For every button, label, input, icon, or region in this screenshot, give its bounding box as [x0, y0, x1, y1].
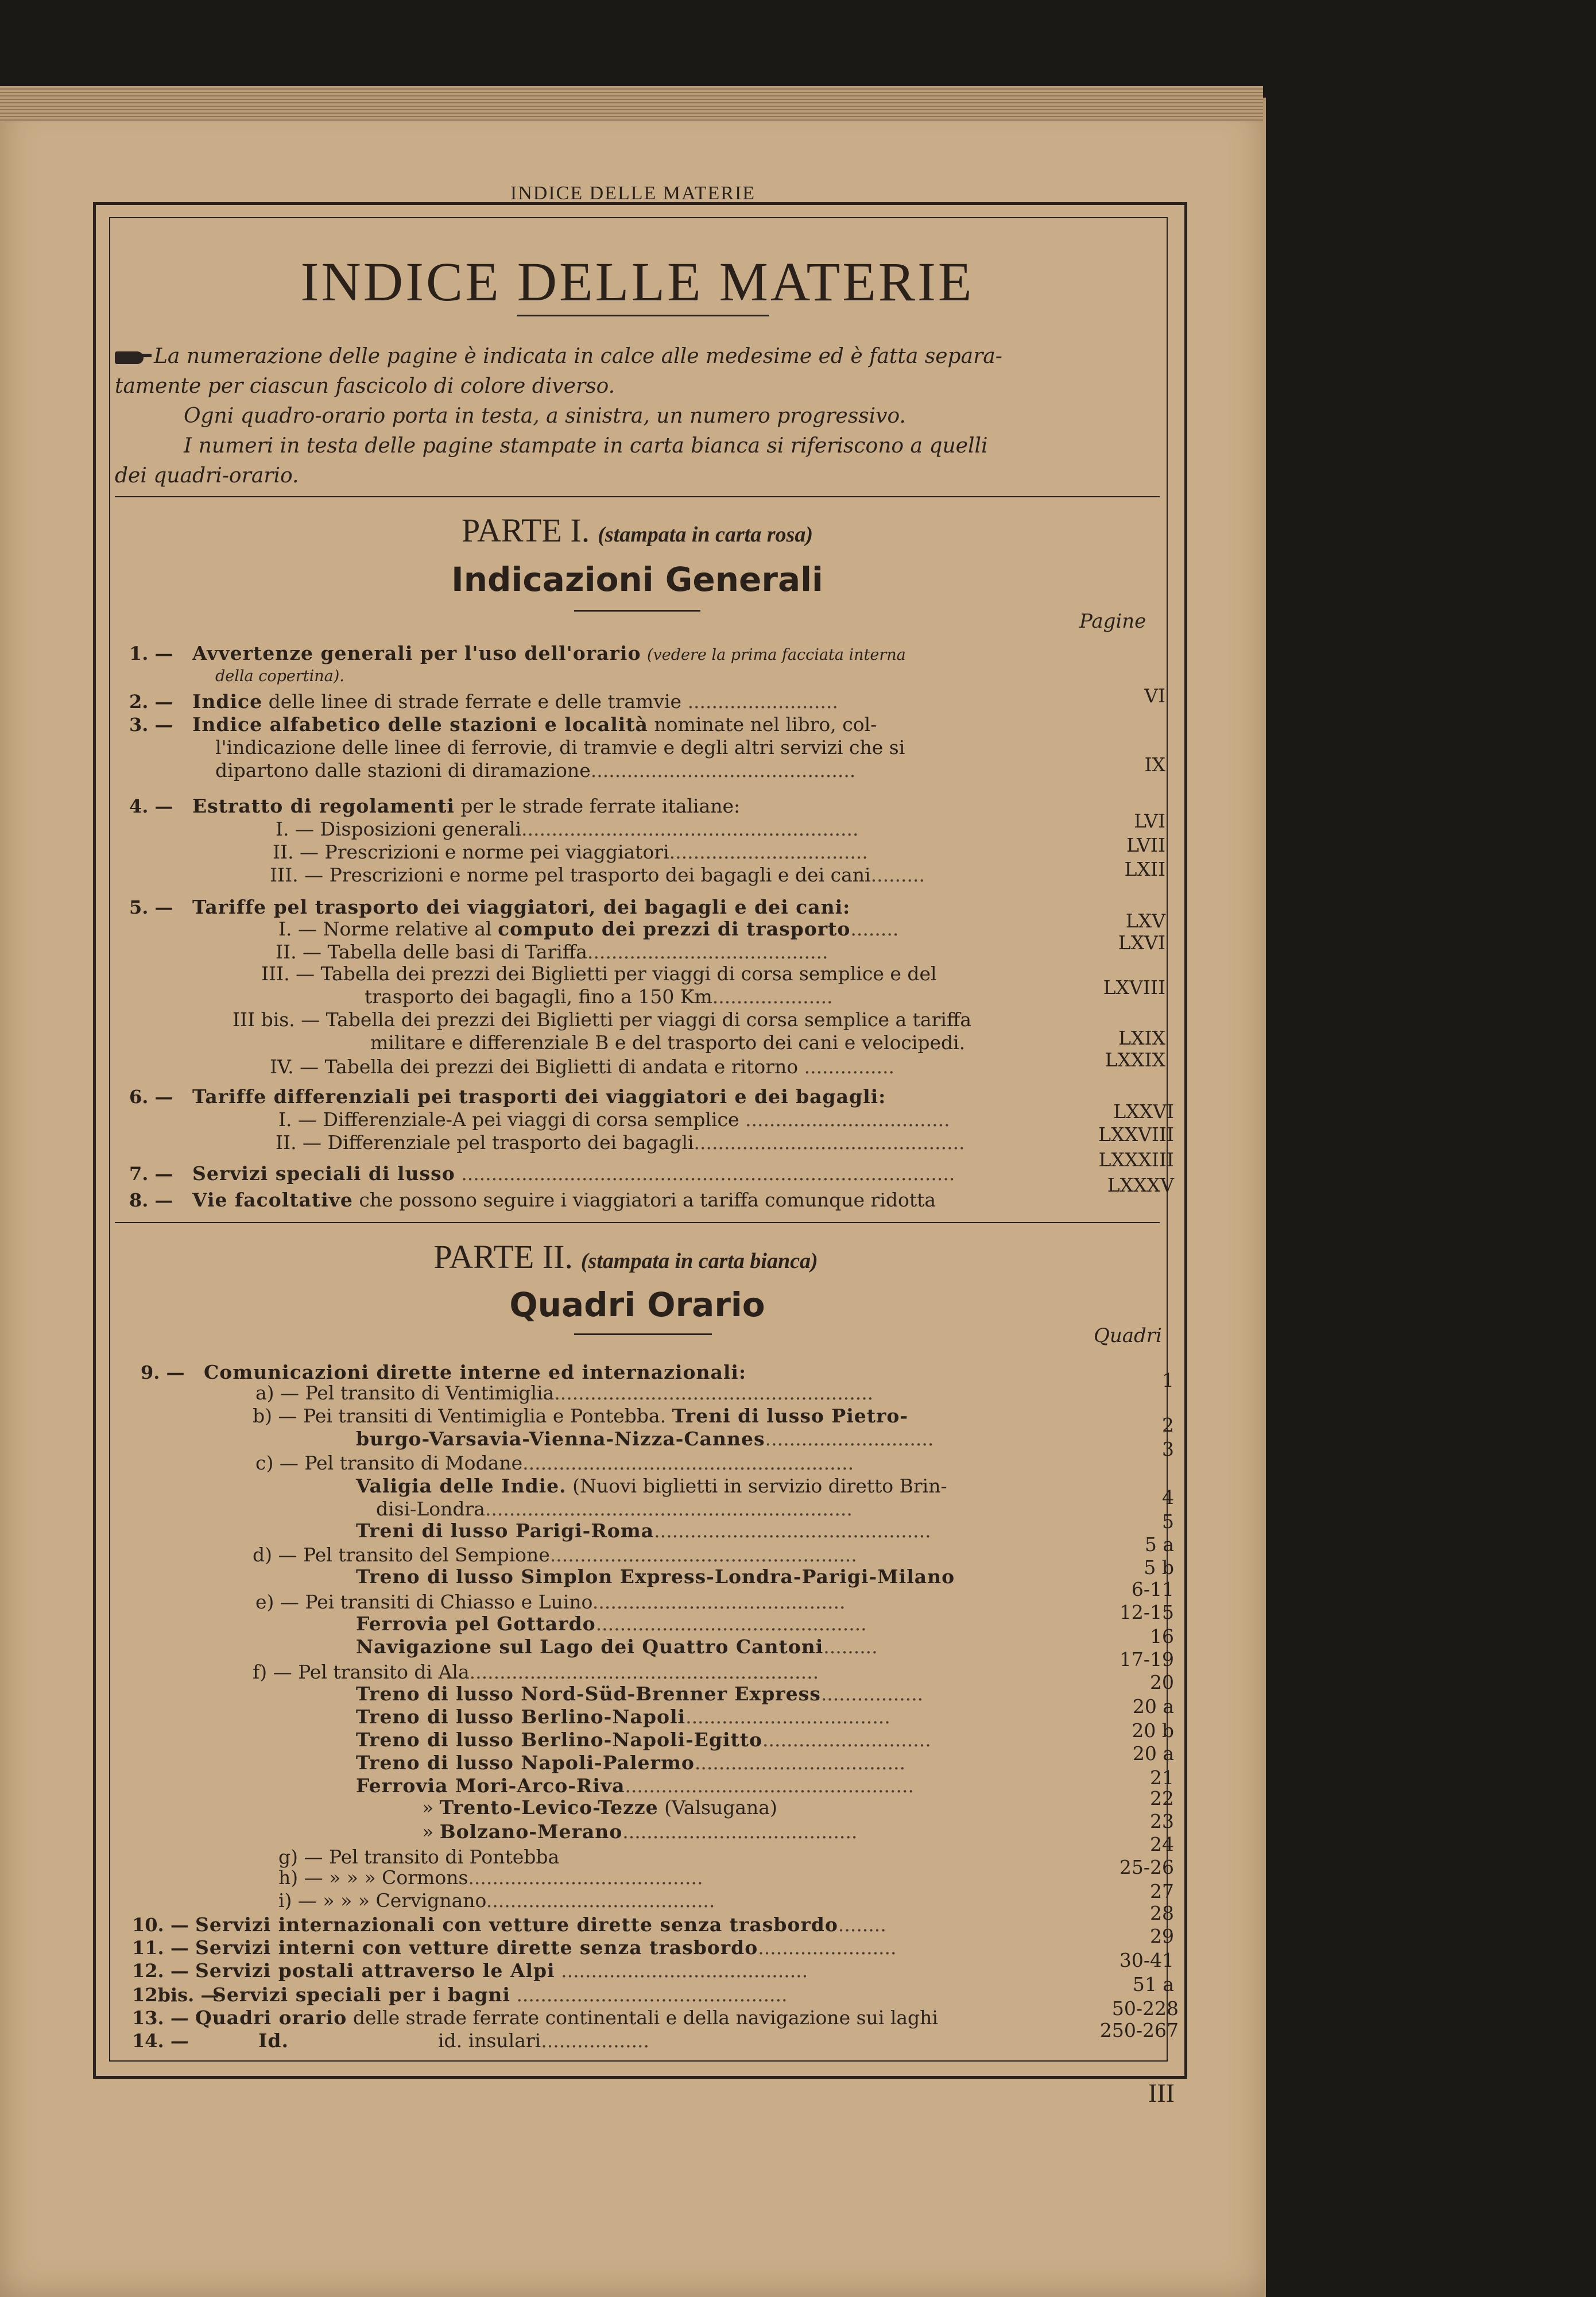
- entry-11: 11. — Servizi interni con vetture dirette senza trasbordo.......................: [132, 1936, 897, 1959]
- entry-9f-8: » Bolzano-Merano.......................................: [422, 1820, 858, 1843]
- entry-9e: e) — Pei transiti di Chiasso e Luino..........................................: [255, 1591, 846, 1613]
- entry-7: 7. — Servizi speciali di lusso ..................................................................................: [129, 1162, 955, 1185]
- entry-9c-page: 3: [1162, 1438, 1174, 1460]
- page-edges: [0, 86, 1263, 121]
- entry-6-i-page: LXXVI: [1113, 1100, 1174, 1123]
- intro-line-4: I numeri in testa delle pagine stampate in carta bianca si riferiscono a quelli: [184, 434, 988, 458]
- title-rule: [517, 315, 769, 316]
- entry-9i-page: 27: [1150, 1880, 1174, 1902]
- entry-9f-5-page: 20 a: [1132, 1742, 1174, 1765]
- entry-8: 8. — Vie facoltative che possono seguire i viaggiatori a tariffa comunque ridotta: [129, 1189, 936, 1211]
- intro-line-1: La numerazione delle pagine è indicata in calce alle medesime ed è fatta separa-: [115, 342, 1160, 372]
- entry-3-line-2: l'indicazione delle linee di ferrovie, di tramvie e degli altri servizi che si: [215, 736, 905, 759]
- pagine-column-label: Pagine: [1079, 610, 1146, 633]
- entry-12-page: 30-41: [1119, 1949, 1174, 1971]
- entry-4-ii: II. — Prescrizioni e norme pei viaggiatori.................................: [273, 841, 868, 863]
- entry-9c-4: Treni di lusso Parigi-Roma..............................................: [356, 1519, 931, 1542]
- entry-9c-2: Valigia delle Indie. (Nuovi biglietti in servizio diretto Brin-: [356, 1475, 947, 1497]
- entry-9a: a) — Pel transito di Ventimiglia.....................................................: [255, 1382, 874, 1404]
- entry-9f-2: Treno di lusso Nord-Süd-Brenner Express.................: [356, 1683, 924, 1705]
- pointing-hand-icon: [115, 351, 144, 364]
- entry-9f-4-page: 20 b: [1132, 1719, 1174, 1742]
- entry-10: 10. — Servizi internazionali con vetture dirette senza trasbordo........: [132, 1913, 886, 1936]
- entry-9f-3: Treno di lusso Berlino-Napoli..................................: [356, 1706, 890, 1728]
- entry-9f-7-page: 22: [1150, 1787, 1174, 1809]
- entry-9e-2-page: 12-15: [1119, 1601, 1174, 1623]
- entry-2: 2. — Indice delle linee di strade ferrate e delle tramvie .........................: [129, 690, 838, 713]
- entry-9: 9. — Comunicazioni dirette interne ed internazionali:: [141, 1361, 747, 1383]
- intro-note: [115, 342, 1160, 491]
- entry-9f-6-page: 21: [1150, 1766, 1174, 1789]
- entry-5-iiibis-page: LXIX: [1118, 1027, 1165, 1049]
- quadri-column-label: Quadri: [1094, 1324, 1162, 1347]
- entry-5-iv: IV. — Tabella dei prezzi dei Biglietti di andata e ritorno ...............: [270, 1055, 894, 1078]
- entry-6-ii: II. — Differenziale pel trasporto dei bagagli.............................................: [276, 1131, 965, 1154]
- entry-3-page: IX: [1144, 753, 1165, 776]
- entry-9a-page: 1: [1162, 1369, 1174, 1391]
- page-title: INDICE DELLE MATERIE: [300, 251, 974, 312]
- entry-9d-2-page: 5 b: [1144, 1556, 1174, 1579]
- entry-9f: f) — Pel transito di Ala..........................................................: [253, 1661, 819, 1683]
- entry-9f-5: Treno di lusso Napoli-Palermo...................................: [356, 1751, 906, 1774]
- entry-9h: h) — » » » Cormons.......................................: [278, 1866, 703, 1889]
- entry-6-ii-page: LXXVIII: [1098, 1123, 1174, 1146]
- entry-9f-8-page: 23: [1150, 1810, 1174, 1832]
- entry-9f-7: » Trento-Levico-Tezze (Valsugana): [422, 1796, 777, 1819]
- entry-9c: c) — Pel transito di Modane.......................................................: [255, 1452, 854, 1474]
- entry-9f-6: Ferrovia Mori-Arco-Riva................................................: [356, 1774, 914, 1797]
- parte-1-heading: PARTE I. (stampata in carta rosa): [462, 512, 813, 549]
- entry-9b-line-2: burgo-Varsavia-Vienna-Nizza-Cannes............................: [356, 1428, 934, 1450]
- entry-12: 12. — Servizi postali attraverso le Alpi .........................................: [132, 1959, 808, 1982]
- parte-1-section-title: Indicazioni Generali: [451, 560, 823, 599]
- entry-9c-3-page: 4: [1162, 1486, 1174, 1509]
- entry-9f-4: Treno di lusso Berlino-Napoli-Egitto............................: [356, 1728, 931, 1751]
- parte-1-end-rule: [115, 1222, 1160, 1223]
- entry-4-i: I. — Disposizioni generali........................................................: [276, 818, 859, 840]
- entry-9d-2: Treno di lusso Simplon Express-Londra-Parigi-Milano: [356, 1565, 955, 1588]
- entry-9e-page: 6-11: [1131, 1578, 1174, 1600]
- entry-9g: g) — Pel transito di Pontebba: [278, 1846, 560, 1868]
- entry-9f-3-page: 20 a: [1132, 1695, 1174, 1718]
- entry-9f-2-page: 20: [1150, 1671, 1174, 1693]
- entry-14-page: 250-267: [1099, 2019, 1179, 2041]
- entry-4: 4. — Estratto di regolamenti per le strade ferrate italiane:: [129, 795, 741, 817]
- entry-5-iiibis: III bis. — Tabella dei prezzi dei Biglietti per viaggi di corsa semplice a tariffa: [233, 1008, 972, 1031]
- entry-6-i: I. — Differenziale-A pei viaggi di corsa semplice ..................................: [278, 1108, 950, 1131]
- entry-9b: b) — Pei transiti di Ventimiglia e Pontebba. Treni di lusso Pietro-: [253, 1405, 909, 1427]
- parte-2-heading: PARTE II. (stampata in carta bianca): [433, 1238, 818, 1275]
- intro-rule: [115, 496, 1160, 497]
- entry-9g-page: 24: [1150, 1833, 1174, 1855]
- entry-10-page: 28: [1150, 1902, 1174, 1924]
- entry-5-iv-page: LXXIX: [1105, 1049, 1165, 1071]
- entry-9e-3: Navigazione sul Lago dei Quattro Cantoni.........: [356, 1635, 878, 1658]
- entry-9c-4-page: 5: [1162, 1510, 1174, 1533]
- entry-1: 1. — Avvertenze generali per l'uso dell'orario (vedere la prima facciata interna: [129, 642, 906, 664]
- entry-4-ii-page: LVII: [1126, 834, 1165, 856]
- entry-7-page: LXXXIII: [1098, 1148, 1174, 1171]
- entry-4-i-page: LVI: [1134, 810, 1165, 832]
- entry-5-iiibis-line-2: militare e differenziale B e del trasporto dei cani e velocipedi.: [370, 1031, 966, 1054]
- intro-line-5: dei quadri-orario.: [115, 464, 299, 488]
- section-rule: [574, 610, 700, 612]
- entry-2-page: VI: [1144, 685, 1165, 707]
- entry-13-page: 50-228: [1111, 1997, 1179, 2020]
- entry-12bis-page: 51 a: [1132, 1973, 1174, 1996]
- page-number: III: [1148, 2078, 1175, 2107]
- entry-11-page: 29: [1150, 1925, 1174, 1947]
- entry-9f-page: 17-19: [1119, 1648, 1174, 1670]
- entry-1-note: della copertina).: [215, 667, 344, 685]
- entry-9i: i) — » » » Cervignano......................................: [278, 1889, 715, 1912]
- entry-6: 6. — Tariffe differenziali pei trasporti dei viaggiatori e dei bagagli:: [129, 1085, 886, 1108]
- entry-3-line-3: dipartono dalle stazioni di diramazione............................................: [215, 759, 856, 782]
- entry-5-iii-page: LXVIII: [1103, 976, 1165, 999]
- entry-4-iii-page: LXII: [1124, 858, 1165, 880]
- entry-12bis: 12bis. —Servizi speciali per i bagni .............................................: [132, 1983, 788, 2006]
- entry-5-ii-page: LXVI: [1118, 931, 1165, 954]
- intro-line-2: tamente per ciascun fascicolo di colore diverso.: [115, 374, 615, 398]
- entry-9h-page: 25-26: [1119, 1856, 1174, 1878]
- entry-4-iii: III. — Prescrizioni e norme pel trasporto dei bagagli e dei cani.........: [270, 864, 925, 886]
- entry-9e-3-page: 16: [1150, 1625, 1174, 1648]
- parte-2-section-title: Quadri Orario: [509, 1285, 765, 1324]
- entry-5-i-page: LXV: [1125, 910, 1165, 932]
- entry-5-iii-line-2: trasporto dei bagagli, fino a 150 Km....................: [365, 985, 833, 1008]
- entry-5-iii: III. — Tabella dei prezzi dei Biglietti per viaggi di corsa semplice e del: [261, 962, 937, 985]
- entry-9e-2: Ferrovia pel Gottardo.............................................: [356, 1612, 867, 1635]
- entry-5: 5. — Tariffe pel trasporto dei viaggiatori, dei bagagli e dei cani:: [129, 896, 851, 918]
- entry-13: 13. — Quadri orario delle strade ferrate continentali e della navigazione sui laghi: [132, 2006, 938, 2029]
- entry-3: 3. — Indice alfabetico delle stazioni e località nominate nel libro, col-: [129, 713, 877, 736]
- entry-5-ii: II. — Tabella delle basi di Tariffa........................................: [276, 941, 828, 963]
- entry-9d-page: 5 a: [1144, 1533, 1174, 1556]
- entry-9c-3: disi-Londra.............................................................: [376, 1498, 853, 1520]
- running-head: INDICE DELLE MATERIE: [510, 183, 756, 204]
- entry-8-page: LXXXV: [1107, 1174, 1174, 1196]
- entry-9b-page: 2: [1162, 1414, 1174, 1436]
- entry-9d: d) — Pel transito del Sempione...................................................: [253, 1544, 857, 1566]
- intro-line-3: Ogni quadro-orario porta in testa, a sinistra, un numero progressivo.: [184, 404, 906, 428]
- entry-5-i: I. — Norme relative al computo dei prezzi di trasporto........: [278, 918, 899, 940]
- section-rule-2: [574, 1333, 712, 1335]
- entry-14: 14. — Id. id. insulari..................: [132, 2029, 650, 2052]
